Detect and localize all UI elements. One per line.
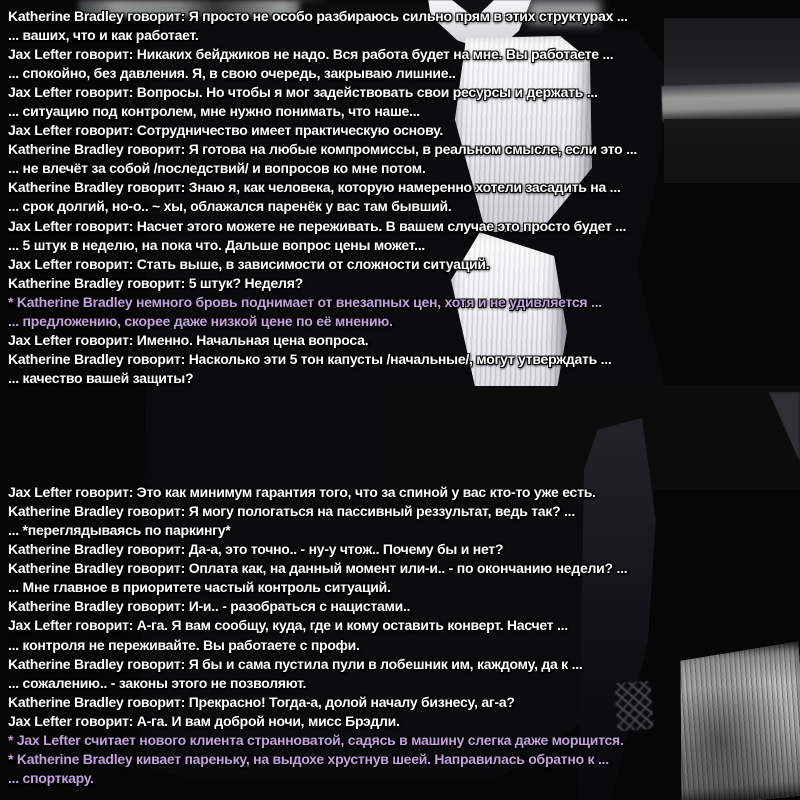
chat-line: Jax Lefter говорит: Стать выше, в зависимости от сложности ситуаций. [8, 255, 490, 272]
chat-line: Katherine Bradley говорит: И-и.. - разобраться с нацистами.. [8, 598, 411, 615]
chat-line: ... контроля не переживайте. Вы работаете с профи. [8, 636, 360, 653]
chat-log [8, 7, 796, 788]
chat-line: ... не влечёт за собой /последствий/ и вопросов ко мне потом. [8, 160, 426, 177]
chat-line: Katherine Bradley говорит: 5 штук? Неделя? [8, 274, 303, 291]
chat-empty-lines [8, 388, 796, 483]
chat-line: Jax Lefter говорит: Сотрудничество имеет практическую основу. [8, 122, 444, 139]
chat-line: Katherine Bradley говорит: Да-а, это точно.. - ну-у чтож.. Почему бы и нет? [8, 541, 504, 558]
chat-line: Katherine Bradley говорит: Знаю я, как человека, которую намеренно хотели засадить на ... [8, 179, 621, 196]
chat-line: Katherine Bradley говорит: Я готова на любые компромиссы, в реальном смысле, если это ... [8, 141, 638, 158]
chat-line: Katherine Bradley говорит: Насколько эти 5 тон капусты /начальные/, могут утверждать ... [8, 350, 612, 367]
chat-line: ... *переглядываясь по паркингу* [8, 522, 231, 539]
chat-line: Jax Lefter говорит: Вопросы. Но чтобы я мог задействовать свои ресурсы и держать ... [8, 84, 598, 101]
chat-line: Katherine Bradley говорит: Оплата как, на данный момент или-и.. - по окончанию недели? ... [8, 560, 628, 577]
chat-line: Jax Lefter говорит: А-га. Я вам сообщу, куда, где и кому оставить конверт. Насчет ... [8, 617, 568, 634]
chat-line: ... срок долгий, но-о.. ~ хы, облажался паренёк у вас там бывший. [8, 198, 452, 215]
chat-line: ... ваших, что и как работает. [8, 27, 199, 44]
chat-line: ... ситуацию под контролем, мне нужно понимать, что наше... [8, 103, 420, 120]
chat-line: ... качество вашей защиты? [8, 369, 194, 386]
chat-line: * Katherine Bradley немного бровь поднимает от внезапных цен, хотя и не удивляется ... [8, 293, 602, 310]
chat-line: Katherine Bradley говорит: Прекрасно! Тогда-а, долой началу бизнесу, аг-а? [8, 693, 515, 710]
chat-line: Katherine Bradley говорит: Я могу пологаться на пассивный реззультат, ведь так? ... [8, 503, 575, 520]
chat-line: ... Мне главное в приоритете частый контроль ситуаций. [8, 579, 391, 596]
chat-line: Katherine Bradley говорит: Я просто не особо разбираюсь сильно прям в этих структурах ... [8, 8, 628, 24]
chat-line: ... спокойно, без давления. Я, в свою очередь, закрываю лишние.. [8, 65, 456, 82]
chat-line: ... предложению, скорее даже низкой цене по её мнению. [8, 312, 393, 329]
chat-line: Katherine Bradley говорит: Я бы и сама пустила пули в лобешник им, каждому, да к ... [8, 655, 583, 672]
chat-line: ... спорткару. [8, 769, 94, 786]
chat-line: * Katherine Bradley кивает пареньку, на выдохе хрустнув шеей. Направилась обратно к ... [8, 750, 609, 767]
chat-line: Jax Lefter говорит: Насчет этого можете не переживать. В вашем случае это просто будет ... [8, 217, 627, 234]
chat-line: Jax Lefter говорит: А-га. И вам доброй ночи, мисс Брэдли. [8, 712, 400, 729]
chat-line: ... 5 штук в неделю, на пока что. Дальше вопрос цены может... [8, 236, 426, 253]
chat-line: Jax Lefter говорит: Никаких бейджиков не надо. Вся работа будет на мне. Вы работаете ... [8, 46, 614, 63]
chat-line: Jax Lefter говорит: Именно. Начальная цена вопроса. [8, 331, 369, 348]
chat-line: Jax Lefter говорит: Это как минимум гарантия того, что за спиной у вас кто-то уже есть. [8, 484, 596, 501]
chat-line: * Jax Lefter считает нового клиента странноватой, садясь в машину слегка даже морщится. [8, 731, 624, 748]
chat-line: ... сожалению.. - законы этого не позволяют. [8, 674, 307, 691]
